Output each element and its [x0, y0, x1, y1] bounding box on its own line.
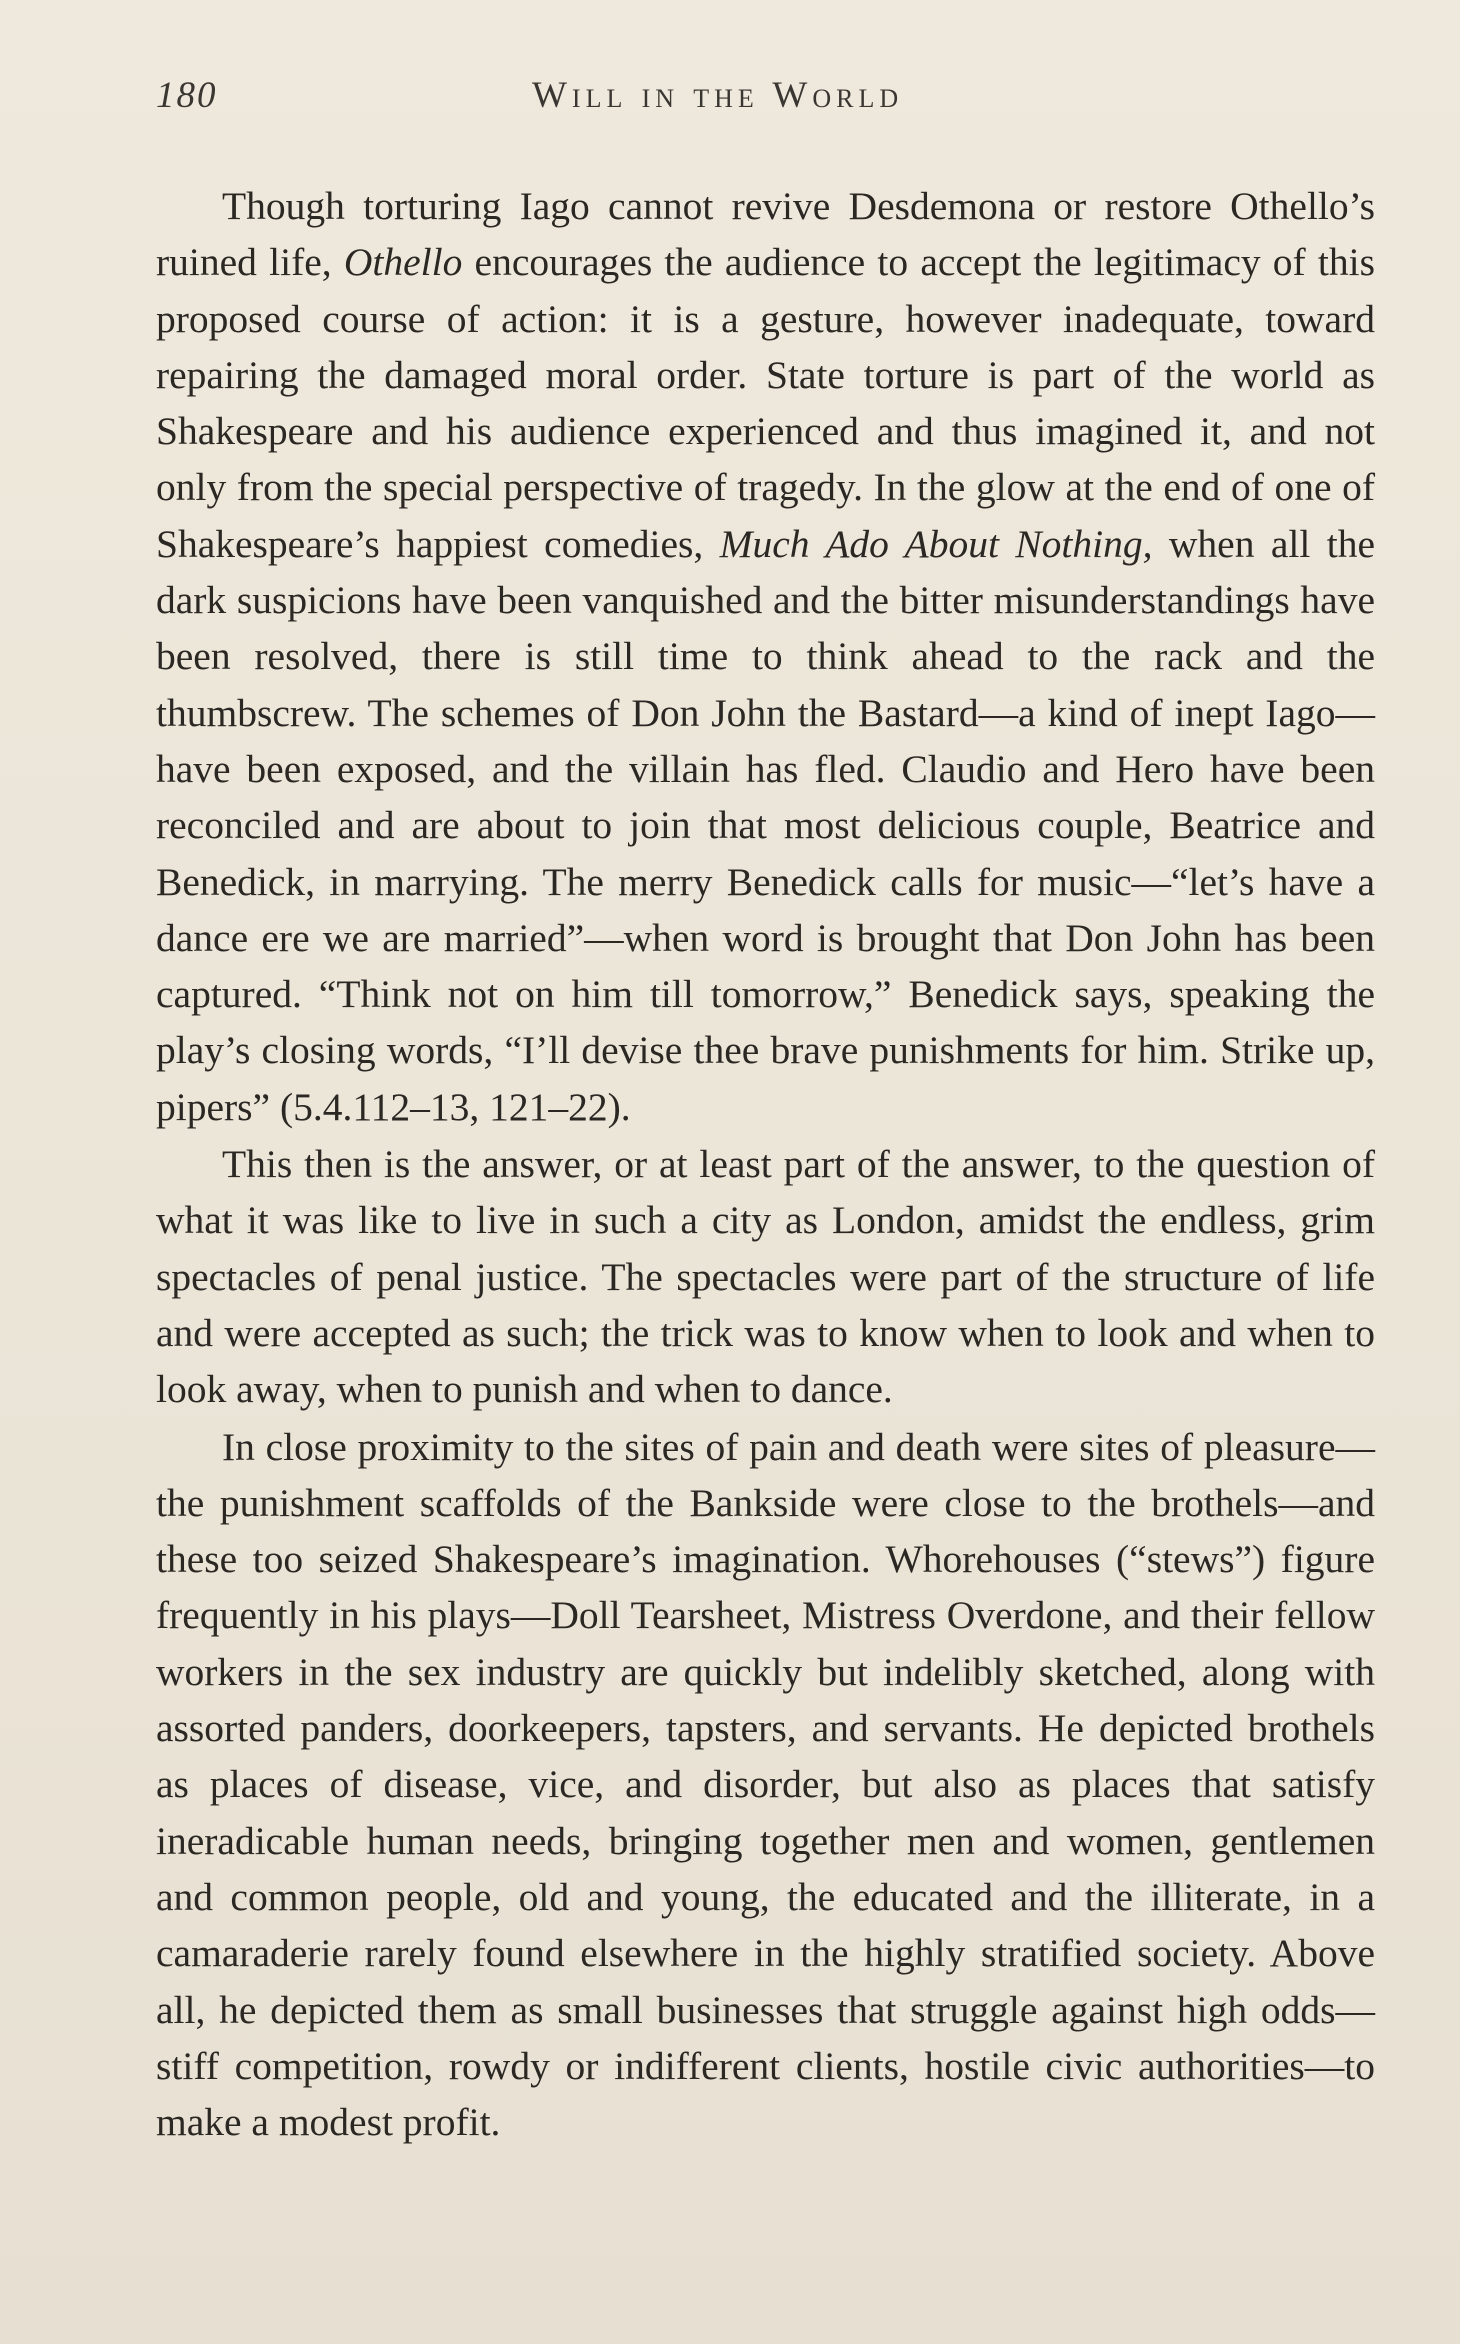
text-run: Though torturing Iago cannot revive Desdemona or restore Othello’s ruined life, — [156, 184, 1375, 285]
paragraph — [156, 1419, 1375, 2151]
text-run: In close proximity to the sites of pain and death were sites of pleasure—the punishment scaffolds of the Bankside were close to the brothels—and these too seized Shakespeare’s imagination. Whorehouses (“stews”) figure frequently in his plays—Doll Tearsheet, Mistress Overdone, and their fellow workers in the sex industry are quickly but indelibly sketched, along with assorted panders, doorkeepers, tapsters, and servants. He depicted brothels as places of disease, vice, and disorder, but also as places that satisfy ineradicable human needs, bringing together men and women, gentlemen and common people, old and young, the educated and the illiterate, in a camaraderie rarely found elsewhere in the highly stratified society. Above all, he depicted them as small businesses that struggle against high odds—stiff competition, rowdy or indifferent clients, hostile civic authorities—to make a modest profit. — [156, 1424, 1375, 2145]
play-title-much-ado: Much Ado About Nothing, — [719, 521, 1153, 566]
paragraph — [156, 1136, 1375, 1417]
text-run: when all the dark suspicions have been vanquished and the bitter misunderstandings have been resolved, there is still time to think ahead to the rack and the thumbscrew. The schemes of Don John the Bastard—a kind of inept Iago—have been exposed, and the villain has fled. Claudio and Hero have been reconciled and are about to join that most delicious couple, Beatrice and Benedick, in marrying. The merry Benedick calls for music—“let’s have a dance ere we are married”—when word is brought that Don John has been captured. “Think not on him till tomorrow,” Benedick says, speaking the play’s closing words, “I’ll devise thee brave punishments for him. Strike up, pipers” (5.4.112–13, 121–22). — [156, 521, 1375, 1129]
running-title: Will in the World — [532, 75, 904, 116]
running-head — [156, 74, 1377, 124]
paragraph — [156, 178, 1375, 1135]
text-run: This then is the answer, or at least part of the answer, to the question of what it was like to live in such a city as London, amidst the endless, grim spectacles of penal justice. The spectacles were part of the structure of life and were accepted as such; the trick was to know when to look and when to look away, when to punish and when to dance. — [156, 1142, 1375, 1412]
page-number: 180 — [156, 75, 218, 116]
play-title-othello: Othello — [343, 240, 463, 285]
body-text — [156, 178, 1375, 2150]
text-run: encourages the audience to accept the legitimacy of this proposed course of action: it is a gesture, however inadequate, toward repairing the damaged moral order. State torture is part of the world as Shakespeare and his audience experienced and thus imagined it, and not only from the special perspective of tragedy. In the glow at the end of one of Shakespeare’s happiest comedies, — [156, 240, 1375, 566]
